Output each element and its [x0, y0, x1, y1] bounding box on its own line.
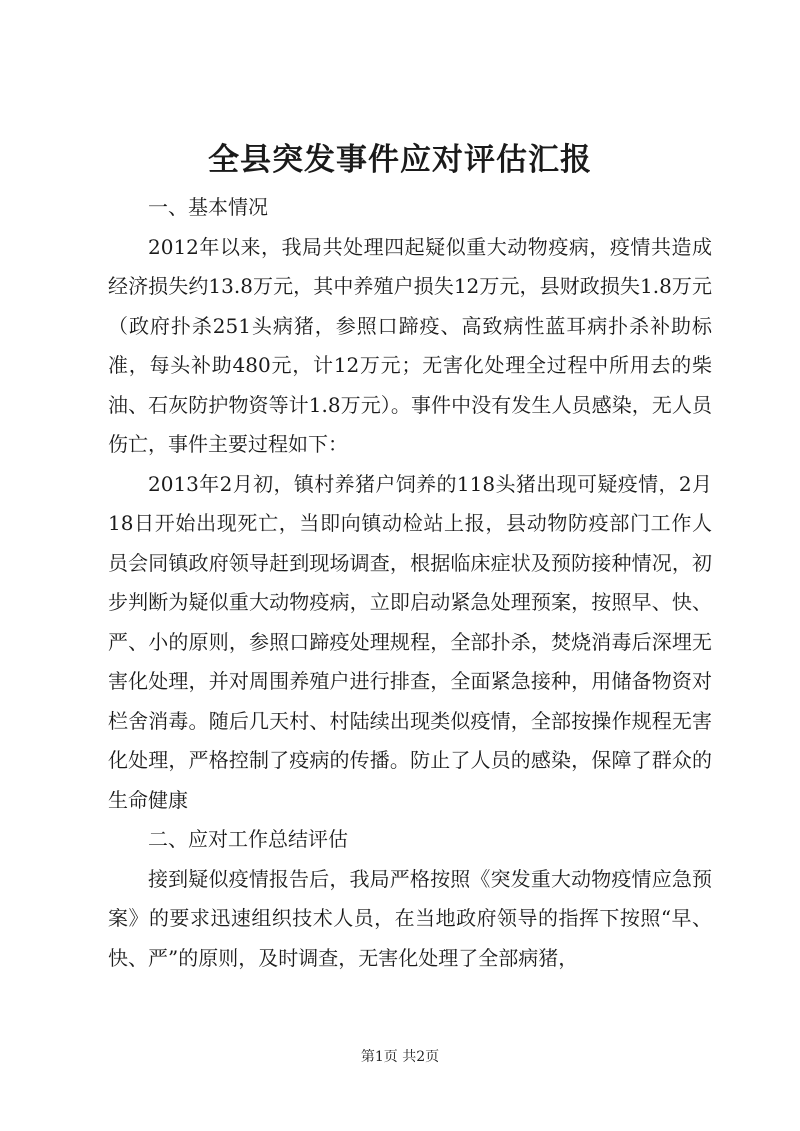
section-heading: 二、应对工作总结评估: [148, 827, 348, 851]
paragraph: 2012年以来，我局共处理四起疑似重大动物疫病，疫情共造成经济损失约13.8万元，其中养殖户损失12万元，县财政损失1.8万元（政府扑杀251头病猪，参照口蹄疫、高致病性蓝耳病扑杀补助标准，每头补助480元，计12万元；无害化处理全过程中所用去的柴油、石灰防护物资等计1.8万元）。事件中没有发生人员感染，无人员伤亡，事件主要过程如下：: [108, 234, 712, 456]
section-heading: 一、基本情况: [148, 195, 268, 219]
document-body: [108, 188, 712, 978]
page-footer: 第1页 共2页: [360, 1049, 440, 1065]
paragraph: 2013年2月初，镇村养猪户饲养的118头猪出现可疑疫情，2月18日开始出现死亡，当即向镇动检站上报，县动物防疫部门工作人员会同镇政府领导赶到现场调查，根据临床症状及预防接种情况，初步判断为疑似重大动物疫病，立即启动紧急处理预案，按照早、快、严、小的原则，参照口蹄疫处理规程，全部扑杀，焚烧消毒后深埋无害化处理，并对周围养殖户进行排查，全面紧急接种，用储备物资对栏舍消毒。随后几天村、村陆续出现类似疫情，全部按操作规程无害化处理，严格控制了疫病的传播。防止了人员的感染，保障了群众的生命健康: [108, 471, 712, 812]
paragraph: 接到疑似疫情报告后，我局严格按照《突发重大动物疫情应急预案》的要求迅速组织技术人员，在当地政府领导的指挥下按照“早、快、严”的原则，及时调查，无害化处理了全部病猪，: [108, 866, 712, 970]
document-title: 全县突发事件应对评估汇报: [208, 142, 592, 178]
